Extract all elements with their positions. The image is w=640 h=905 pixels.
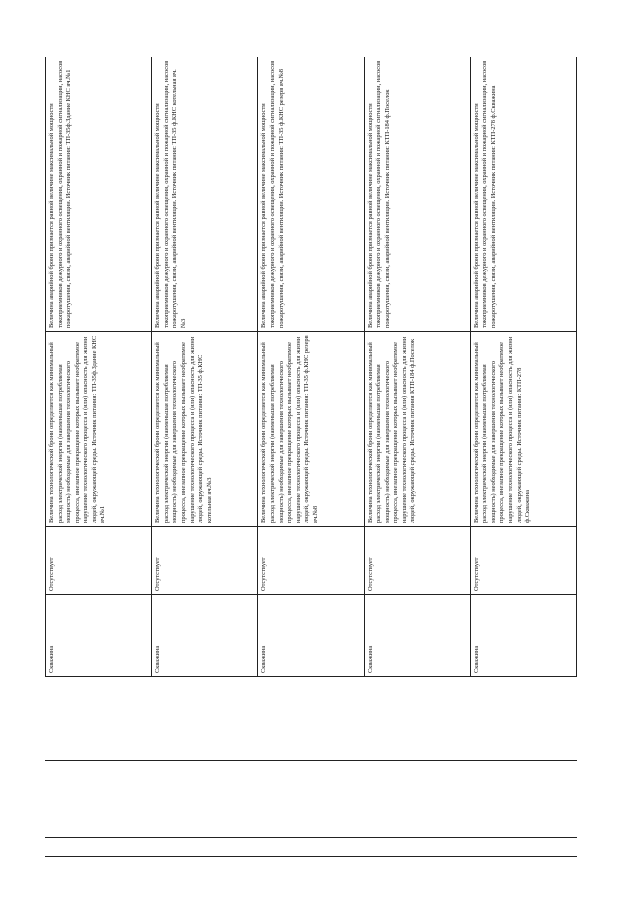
object-cell: Скважина — [470, 595, 576, 677]
status-cell: Отсутствует — [258, 527, 364, 595]
status-cell: Отсутствует — [46, 527, 152, 595]
tech-reserve-cell: Величина технологической брони определяется как минимальный расход электрической энергии (наименьшая потребляемая мощность) необходимые для завершения технологического процесса, внезапное прекращение которых вызывает необратимое нарушение технологического процесса и (или) опасность для жизни людей, окружающей среды. Источник питания: ТП-35ф.Здание КНС яч.№1 — [46, 332, 152, 527]
tech-reserve-cell: Величина технологической брони определяется как минимальный расход электрической энергии (наименьшая потребляемая мощность) необходимые для завершения технологического процесса, внезапное прекращение которых вызывает необратимое нарушение технологического процесса и (или) опасность для жизни людей, окружающей среды. Источник питания: КТП-278 ф.Скважина — [470, 332, 576, 527]
table-row — [364, 57, 470, 677]
status-cell: Отсутствует — [364, 527, 470, 595]
table-row — [152, 57, 258, 677]
emergency-reserve-cell: Величина аварийной брони признается равной величине максимальной мощности токоприемников дежурного и охранного освещения, охранной и пожарной сигнализации, насосов пожаротушения, связи, аварийной вентиляции. Источник питания: КТП-184 ф.Поселок — [364, 57, 470, 332]
object-cell: Скважина — [46, 595, 152, 677]
emergency-reserve-cell: Величина аварийной брони признается равной величине максимальной мощности токоприемников дежурного и охранного освещения, охранной и пожарной сигнализации, насосов пожаротушения, связи, аварийной вентиляции. Источник питания: ТП-35ф.Здание КНС яч.№1 — [46, 57, 152, 332]
power-reserve-table — [45, 57, 577, 677]
status-cell: Отсутствует — [152, 527, 258, 595]
emergency-reserve-cell: Величина аварийной брони признается равной величине максимальной мощности токоприемников дежурного и охранного освещения, охранной и пожарной сигнализации, насосов пожаротушения, связи, аварийной вентиляции. Источник питания: КТП-278 ф.Скважина — [470, 57, 576, 332]
tech-reserve-cell: Величина технологической брони определяется как минимальный расход электрической энергии (наименьшая потребляемая мощность) необходимые для завершения технологического процесса, внезапное прекращение которых вызывает необратимое нарушение технологического процесса и (или) опасность для жизни людей, окружающей среды. Источник питания: ТП-35 ф.КНС резерв яч.№8 — [258, 332, 364, 527]
table-rule — [45, 837, 577, 838]
table-rule — [45, 856, 577, 857]
object-cell: Скважина — [364, 595, 470, 677]
table-row — [258, 57, 364, 677]
table-row — [470, 57, 576, 677]
table-rule — [45, 760, 577, 761]
object-cell: Скважина — [152, 595, 258, 677]
object-cell: Скважина — [258, 595, 364, 677]
tech-reserve-cell: Величина технологической брони определяется как минимальный расход электрической энергии (наименьшая потребляемая мощность) необходимые для завершения технологического процесса, внезапное прекращение которых вызывает необратимое нарушение технологического процесса и (или) опасность для жизни людей, окружающей среды. Источник питания КТП-184 ф.Поселок — [364, 332, 470, 527]
emergency-reserve-cell: Величина аварийной брони признается равной величине максимальной мощности токоприемников дежурного и охранного освещения, охранной и пожарной сигнализации, насосов пожаротушения, связи, аварийной вентиляции. Источник питания: ТП-35 ф.КНС котельная яч.№3 — [152, 57, 258, 332]
rotated-table-frame — [45, 57, 577, 677]
emergency-reserve-cell: Величина аварийной брони признается равной величине максимальной мощности токоприемников дежурного и охранного освещения, охранной и пожарной сигнализации, насосов пожаротушения, связи, аварийной вентиляции. Источник питания: ТП-35 ф.КНС резерв яч.№8 — [258, 57, 364, 332]
table-row — [46, 57, 152, 677]
tech-reserve-cell: Величина технологической брони определяется как минимальный расход электрической энергии (наименьшая потребляемая мощность) необходимые для завершения технологического процесса, внезапное прекращение которых вызывает необратимое нарушение технологического процесса и (или) опасность для жизни людей, окружающей среды. Источник питания: ТП-35 ф.КНС котельная яч.№3 — [152, 332, 258, 527]
status-cell: Отсутствует — [470, 527, 576, 595]
